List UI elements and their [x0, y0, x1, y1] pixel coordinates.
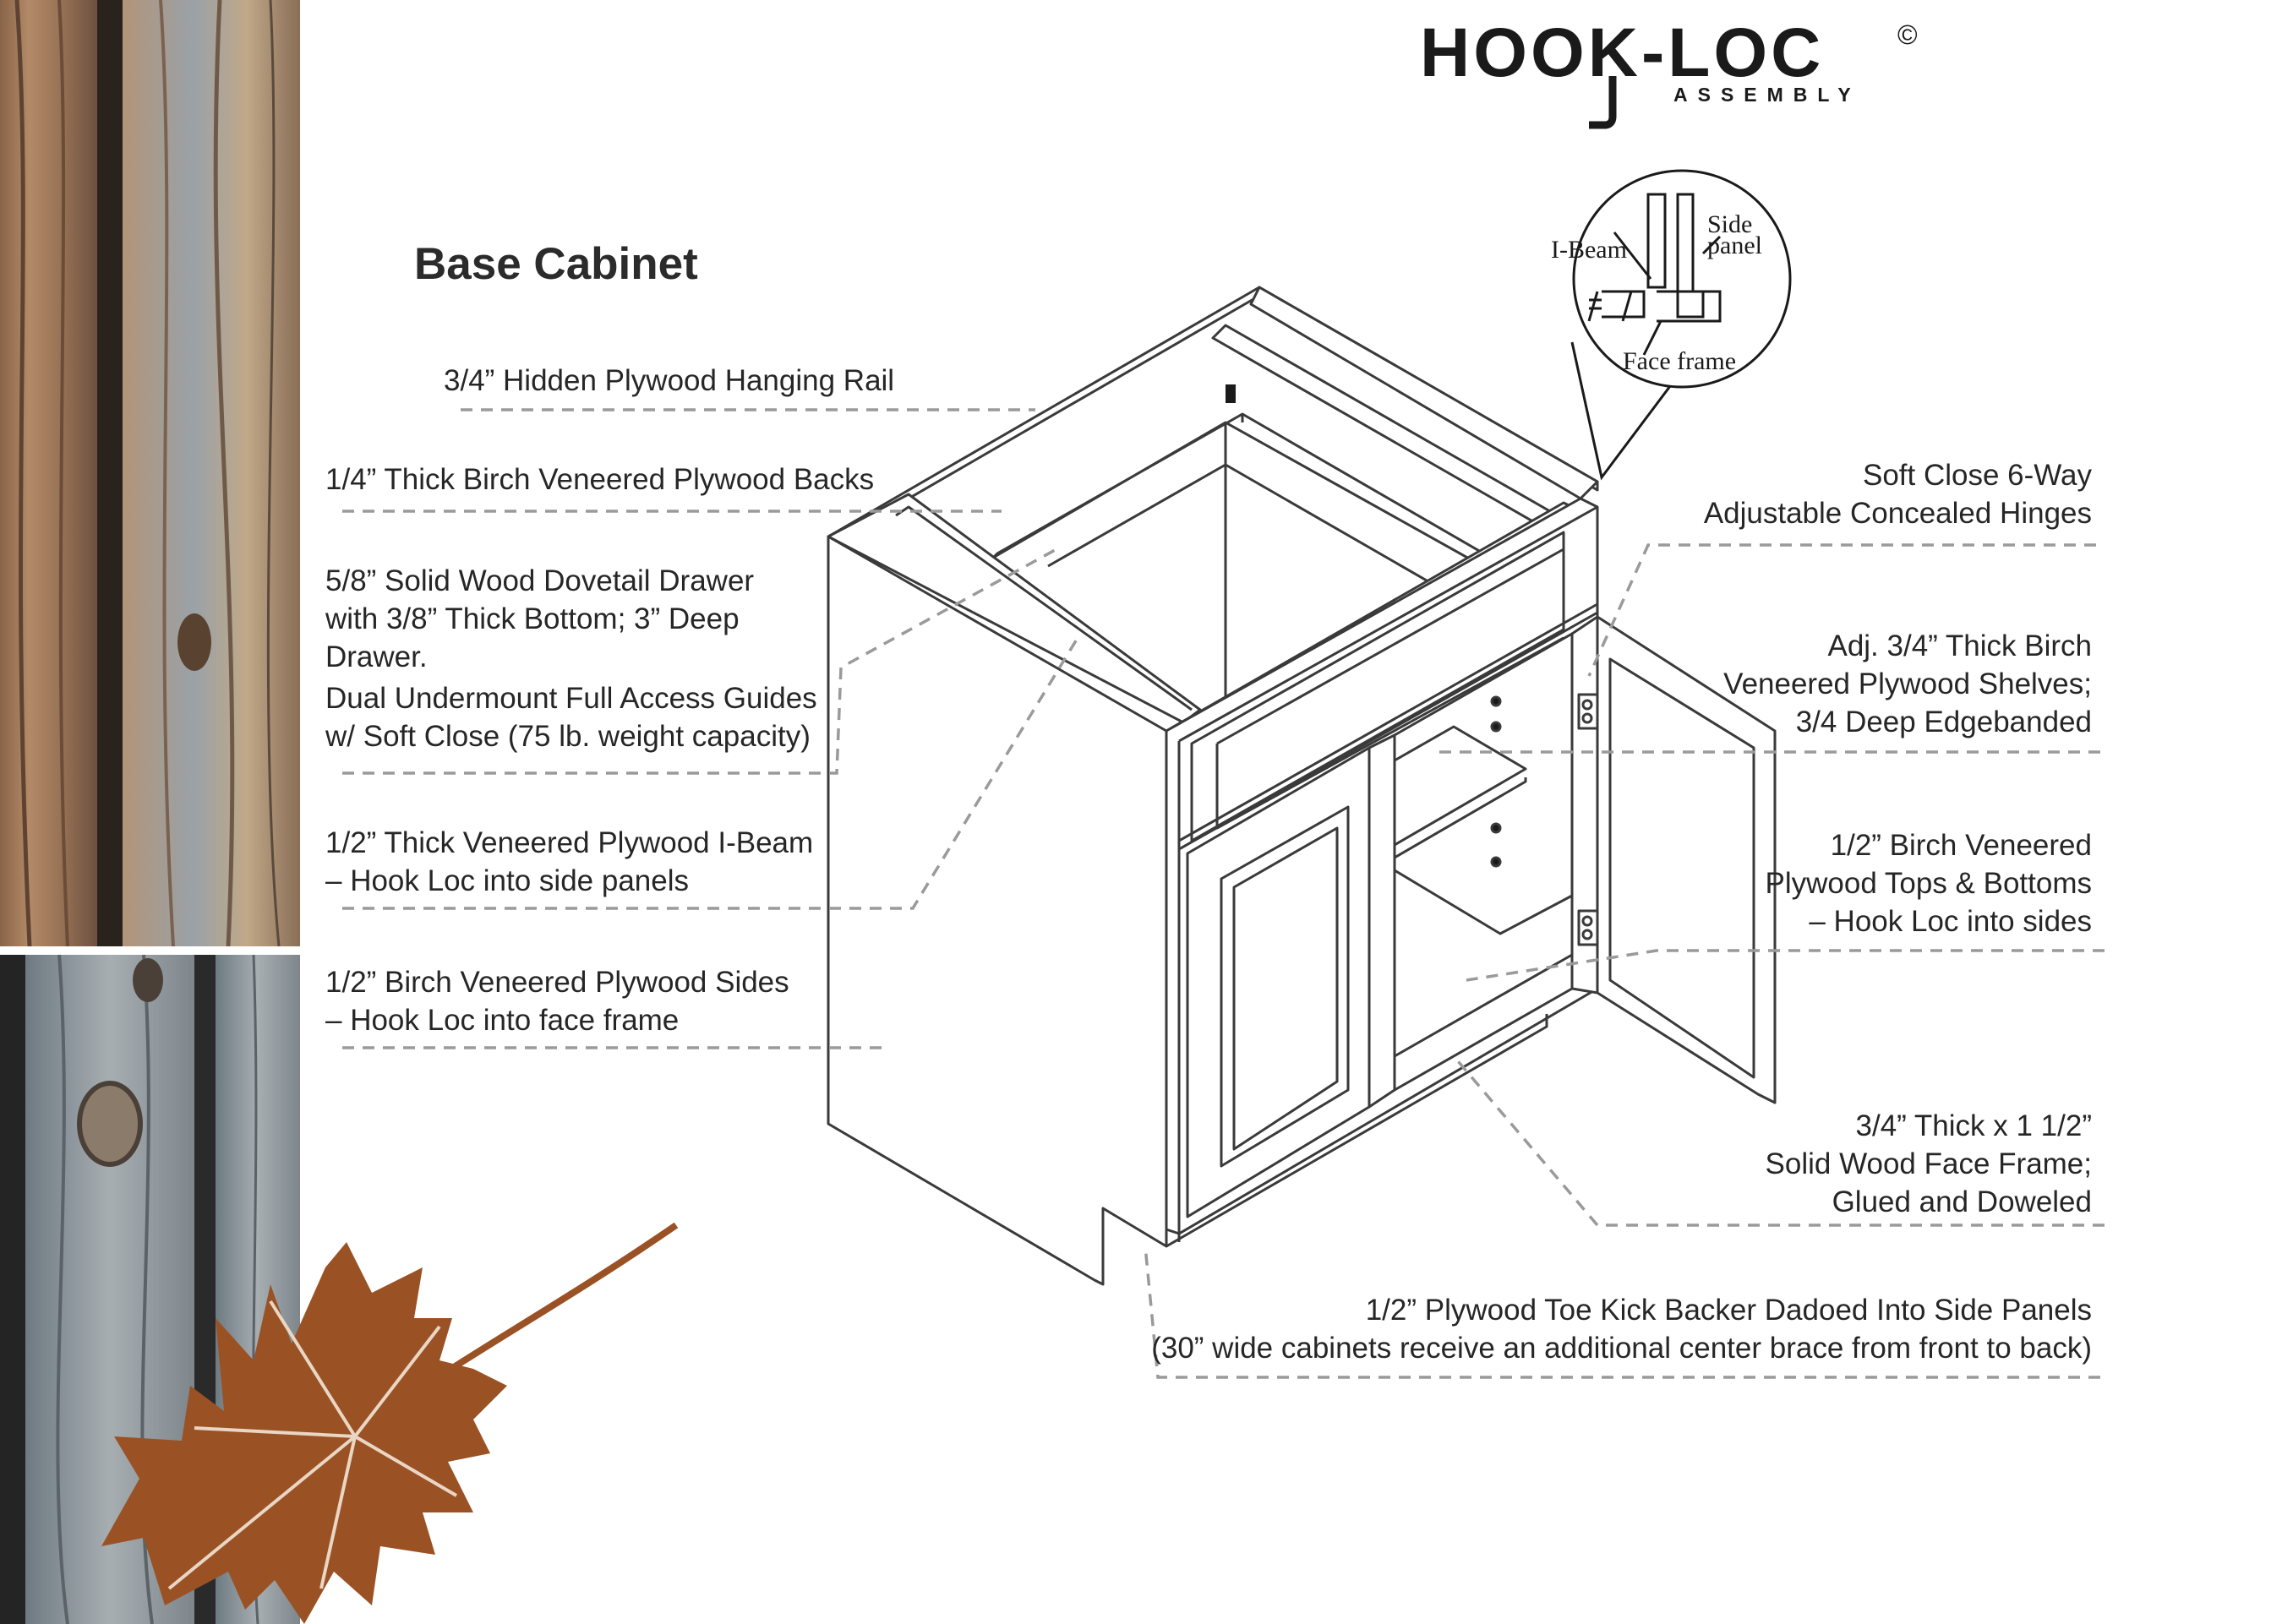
- label-shelves: Adj. 3/4” Thick Birch Veneered Plywood Shelves; 3/4 Deep Edgebanded: [1723, 629, 2092, 738]
- detail-side-label-2: panel: [1707, 232, 1762, 259]
- page-title: Base Cabinet: [414, 239, 698, 289]
- center-stile: [1369, 735, 1395, 1107]
- label-ibeam: 1/2” Thick Veneered Plywood I-Beam – Hook Loc into side panels: [325, 826, 814, 897]
- logo-copyright: ©: [1897, 19, 1918, 50]
- label-plywood-backs: 1/4” Thick Birch Veneered Plywood Backs: [325, 463, 875, 496]
- label-face-frame: 3/4” Thick x 1 1/2” Solid Wood Face Frame; Glued and Doweled: [1765, 1109, 2092, 1218]
- label-hanging-rail: 3/4” Hidden Plywood Hanging Rail: [444, 364, 895, 397]
- label-tops-bottoms: 1/2” Birch Veneered Plywood Tops & Bottoms – Hook Loc into sides: [1765, 829, 2092, 938]
- logo-subtitle: ASSEMBLY: [1673, 84, 1861, 106]
- concealed-hinge-lower: [1579, 911, 1597, 945]
- back-panel-top: [828, 287, 1597, 539]
- label-plywood-sides: 1/2” Birch Veneered Plywood Sides – Hook Loc into face frame: [325, 966, 789, 1037]
- label-hinges: Soft Close 6-Way Adjustable Concealed Hinges: [1703, 459, 2092, 530]
- label-toe-kick: 1/2” Plywood Toe Kick Backer Dadoed Into Side Panels (30” wide cabinets receive an additional center brace from front to back): [1151, 1294, 2092, 1365]
- detail-ibeam-label: I-Beam: [1551, 236, 1627, 264]
- detail-face-label: Face frame: [1623, 347, 1737, 375]
- drawer-box: [993, 414, 1513, 583]
- logo-wordmark: HOOK-LOC: [1420, 17, 1825, 91]
- label-dovetail-drawer: 5/8” Solid Wood Dovetail Drawer with 3/8” Thick Bottom; 3” Deep Drawer. Dual Undermount Full Access Guides w/ Soft Close (75 lb. weight capacity): [325, 564, 817, 753]
- detail-side-label-1: Side: [1707, 210, 1753, 238]
- concealed-hinge-upper: [1579, 695, 1597, 728]
